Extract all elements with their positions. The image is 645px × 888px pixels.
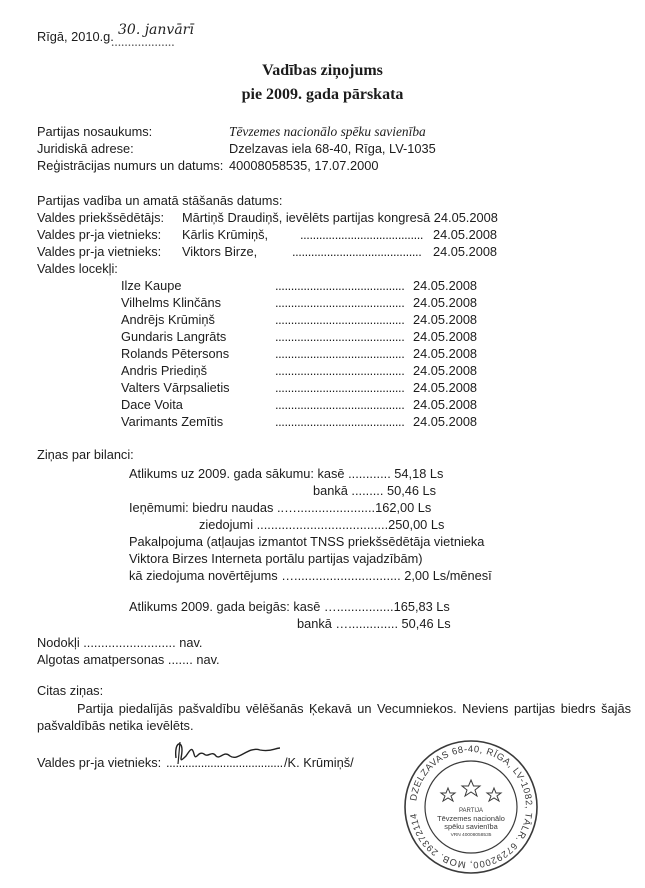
member-dots: ......................................... [275, 295, 405, 310]
member-name: Dace Voita [121, 397, 183, 412]
registration-label: Reģistrācijas numurs un datums: [37, 158, 224, 173]
management-heading: Partijas vadība un amatā stāšanās datums: [37, 193, 283, 208]
address-label: Juridiskā adrese: [37, 141, 134, 156]
member-date: 24.05.2008 [413, 312, 478, 327]
member-name: Andris Priediņš [121, 363, 208, 378]
balance-start-bank: bankā ......... 50,46 Ls [313, 483, 437, 498]
member-dots: ......................................... [275, 380, 405, 395]
vice1-name: Kārlis Krūmiņš, [182, 227, 269, 242]
other-heading: Citas ziņas: [37, 683, 104, 698]
stamp-reg-number: VRN 40008058535 [450, 833, 492, 838]
stamp-inner-ring [425, 761, 517, 853]
vice2-label: Valdes pr-ja vietnieks: [37, 244, 162, 259]
member-name: Valters Vārpsalietis [121, 380, 230, 395]
signature-dots: ..................................... [166, 755, 283, 770]
signature-label: Valdes pr-ja vietnieks: [37, 755, 162, 770]
member-date: 24.05.2008 [413, 329, 478, 344]
handwritten-signature [168, 736, 284, 770]
chair-label: Valdes priekšsēdētājs: [37, 210, 165, 225]
vice1-date: 24.05.2008 [433, 227, 498, 242]
date-dots: ................... [111, 34, 175, 49]
service-donation-line3: kā ziedojuma novērtējums ….............................. 2,00 Ls/mēnesī [129, 568, 492, 583]
registration-value: 40008058535, 17.07.2000 [229, 158, 379, 173]
handwritten-date: 30. janvārī [118, 22, 194, 38]
party-name-label: Partijas nosaukums: [37, 124, 153, 139]
address-value: Dzelzavas iela 68-40, Rīga, LV-1035 [229, 141, 436, 156]
balance-end-bank: bankā ….............. 50,46 Ls [297, 616, 451, 631]
vice1-dots: ....................................... [300, 227, 424, 242]
income-member-fees: Ieņēmumi: biedru naudas ..…......................162,00 Ls [129, 500, 432, 515]
member-dots: ......................................... [275, 397, 405, 412]
salaries-line: Algotas amatpersonas ....... nav. [37, 652, 220, 667]
member-dots: ......................................... [275, 414, 405, 429]
document-subtitle: pie 2009. gada pārskata [241, 86, 404, 103]
stamp-ring-text: DZELZAVAS 68-40, RĪGA, LV-1082, TĀLR. 67292000, MOB. 29372114 [407, 742, 536, 872]
member-dots: ......................................... [275, 363, 405, 378]
service-donation-line2: Viktora Birzes Interneta portālu partijas vajadzībām) [129, 551, 423, 566]
member-name: Ilze Kaupe [121, 278, 182, 293]
member-dots: ......................................... [275, 329, 405, 344]
place-date-label: Rīgā, 2010.g. [37, 29, 114, 44]
member-name: Rolands Pētersons [121, 346, 230, 361]
member-name: Varimants Zemītis [121, 414, 224, 429]
service-donation-line1: Pakalpojuma (atļaujas izmantot TNSS priekšsēdētāja vietnieka [129, 534, 485, 549]
member-name: Gundaris Langrāts [121, 329, 227, 344]
balance-heading: Ziņas par bilanci: [37, 447, 134, 462]
vice2-name: Viktors Birze, [182, 244, 258, 259]
member-date: 24.05.2008 [413, 278, 478, 293]
vice2-dots: ......................................... [292, 244, 422, 259]
taxes-line: Nodokļi .......................... nav. [37, 635, 203, 650]
member-dots: ......................................... [275, 346, 405, 361]
signature-name: /K. Krūmiņš/ [284, 755, 354, 770]
member-name: Andrējs Krūmiņš [121, 312, 215, 327]
member-date: 24.05.2008 [413, 363, 478, 378]
stamp-stars-icon [441, 780, 501, 801]
vice2-date: 24.05.2008 [433, 244, 498, 259]
stamp-party-name-line2: spēku savienība [444, 822, 498, 831]
vice1-label: Valdes pr-ja vietnieks: [37, 227, 162, 242]
member-dots: ......................................... [275, 278, 405, 293]
party-stamp [402, 738, 540, 876]
member-date: 24.05.2008 [413, 295, 478, 310]
income-donations: ziedojumi .....................................250,00 Ls [199, 517, 445, 532]
other-text: Partija piedalījās pašvaldību vēlēšanās Ķekavā un Vecumniekos. Neviens partijas biedrs šajās pašvaldībās netika ievēlēts. [37, 701, 631, 733]
member-dots: ......................................... [275, 312, 405, 327]
member-date: 24.05.2008 [413, 397, 478, 412]
party-name-value: Tēvzemes nacionālo spēku savienība [229, 124, 426, 139]
chair-value: Mārtiņš Draudiņš, ievēlēts partijas kongresā 24.05.2008 [182, 210, 498, 225]
member-name: Vilhelms Klinčāns [121, 295, 222, 310]
stamp-party-word: PARTIJA [458, 808, 484, 814]
balance-start-cash: Atlikums uz 2009. gada sākumu: kasē ............ 54,18 Ls [129, 466, 444, 481]
member-date: 24.05.2008 [413, 346, 478, 361]
member-date: 24.05.2008 [413, 414, 478, 429]
balance-end-cash: Atlikums 2009. gada beigās: kasē …................165,83 Ls [129, 599, 450, 614]
member-date: 24.05.2008 [413, 380, 478, 395]
document-title: Vadības ziņojums [262, 62, 383, 79]
stamp-party-name-line1: Tēvzemes nacionālo [437, 814, 505, 823]
members-label: Valdes locekļi: [37, 261, 118, 276]
